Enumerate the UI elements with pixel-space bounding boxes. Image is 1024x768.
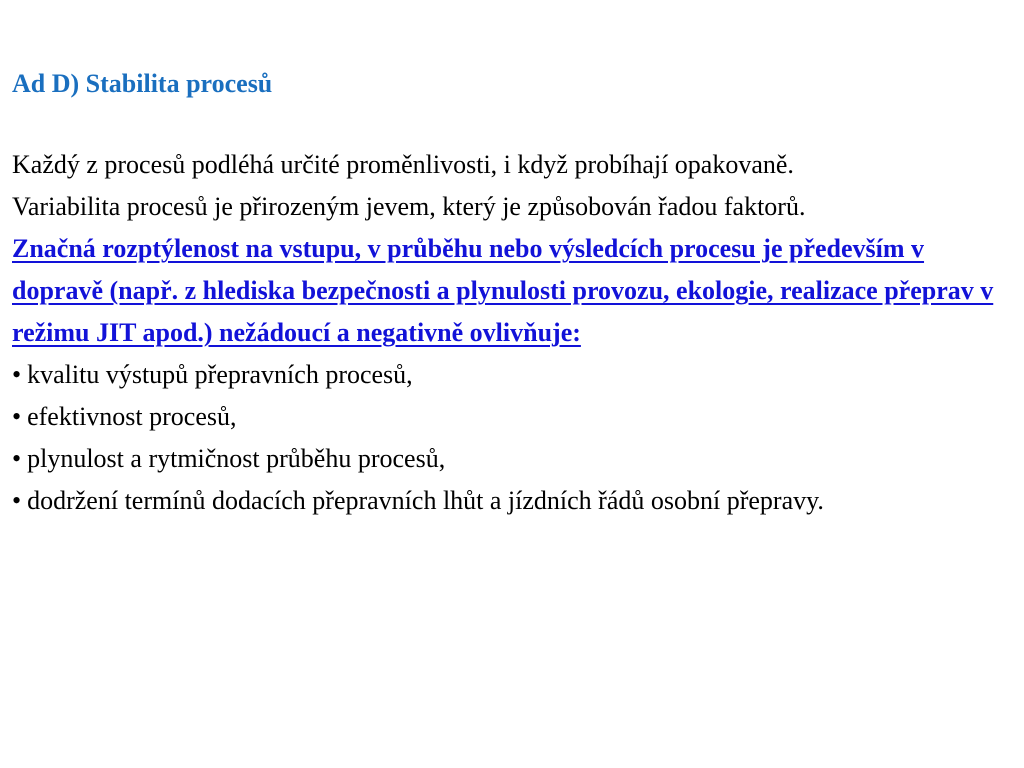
body-text	[12, 144, 1012, 354]
bullet-marker: •	[12, 360, 22, 389]
list-item	[12, 438, 1012, 480]
paragraph-natural-phenomenon: Variabilita procesů je přirozeným jevem, který je způsobován řadou faktorů.	[12, 192, 806, 221]
list-item-text: dodržení termínů dodacích přepravních lhůt a jízdních řádů osobní přepravy.	[27, 486, 824, 515]
impact-list	[12, 354, 1012, 522]
list-item	[12, 396, 1012, 438]
bullet-marker: •	[12, 444, 22, 473]
slide-heading: Ad D) Stabilita procesů	[12, 69, 273, 98]
list-item-text: kvalitu výstupů přepravních procesů,	[27, 360, 413, 389]
list-item-text: plynulost a rytmičnost průběhu procesů,	[27, 444, 446, 473]
paragraph-variability: Každý z procesů podléhá určité proměnlivosti, i když probíhají opakovaně.	[12, 150, 794, 179]
bullet-marker: •	[12, 486, 22, 515]
slide-content	[12, 64, 1012, 522]
list-item	[12, 354, 1012, 396]
bullet-marker: •	[12, 402, 22, 431]
list-item	[12, 480, 1012, 522]
heading-spacer	[12, 104, 1012, 144]
list-item-text: efektivnost procesů,	[27, 402, 237, 431]
highlighted-statement: Značná rozptýlenost na vstupu, v průběhu nebo výsledcích procesu je především v dopravě (např. z hlediska bezpečnosti a plynulosti provozu, ekologie, realizace přeprav v režimu JIT apod.) nežádoucí a negativně ovlivňuje:	[12, 234, 994, 347]
